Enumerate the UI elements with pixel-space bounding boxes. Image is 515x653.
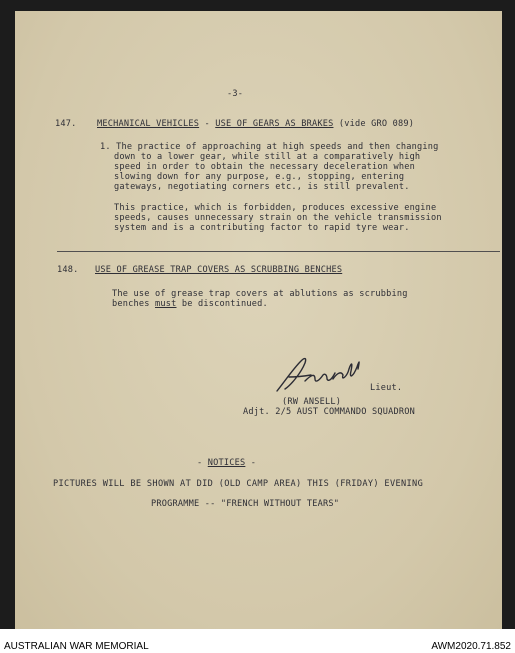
signature-title: Adjt. 2/5 AUST COMMANDO SQUADRON [243, 407, 415, 417]
item-147-para1-line5: gateways, negotiating corners etc., is still prevalent. [114, 182, 410, 192]
signature-name: (RW ANSELL) [282, 397, 342, 407]
item-147-heading-ref: (vide GRO 089) [333, 119, 415, 129]
item-147-heading-main: USE OF GEARS AS BRAKES [215, 119, 334, 129]
item-147-para2-line1: This practice, which is forbidden, produces excessive engine [114, 203, 437, 213]
item-147-para1-line2: down to a lower gear, while still at a comparatively high [114, 152, 421, 162]
notice-heading [197, 458, 256, 468]
item-147-para1-line1: 1. The practice of approaching at high speeds and then changing [100, 142, 439, 152]
item-148-para-line2-post: be discontinued. [176, 299, 268, 309]
item-147-heading [97, 119, 414, 129]
item-148-para-emphasis: must [155, 299, 177, 309]
notice-line2: PROGRAMME -- "FRENCH WITHOUT TEARS" [151, 499, 340, 509]
item-148-heading: USE OF GREASE TRAP COVERS AS SCRUBBING BENCHES [95, 265, 343, 275]
handwritten-signature [271, 351, 363, 399]
item-147-heading-prefix: MECHANICAL VEHICLES [97, 119, 200, 129]
section-divider [57, 251, 500, 252]
notice-heading-text: NOTICES [207, 458, 246, 468]
item-147-para1-line4: slowing down for any purpose, e.g., stopping, entering [114, 172, 405, 182]
footer-institution: AUSTRALIAN WAR MEMORIAL [4, 641, 149, 652]
notice-line1: PICTURES WILL BE SHOWN AT DID (OLD CAMP AREA) THIS (FRIDAY) EVENING [53, 479, 424, 489]
item-148-para-line2-pre: benches [112, 299, 155, 309]
signature-rank: Lieut. [370, 383, 403, 393]
document-page [15, 11, 502, 629]
notice-heading-dash-right: - [245, 458, 257, 468]
item-148-para-line2 [112, 299, 268, 309]
item-147-heading-sep: - [199, 119, 216, 129]
item-147-para1-line3: speed in order to obtain the necessary deceleration when [114, 162, 415, 172]
item-148-para-line1: The use of grease trap covers at ablutions as scrubbing [112, 289, 408, 299]
item-147-para2-line2: speeds, causes unnecessary strain on the vehicle transmission [114, 213, 442, 223]
item-147-number: 147. [55, 119, 77, 129]
footer-bar [0, 629, 515, 653]
notice-heading-dash-left: - [197, 458, 208, 468]
page-number: -3- [227, 89, 244, 99]
item-148-number: 148. [57, 265, 79, 275]
footer-accession-number: AWM2020.71.852 [431, 641, 511, 652]
item-147-para2-line3: system and is a contributing factor to rapid tyre wear. [114, 223, 410, 233]
